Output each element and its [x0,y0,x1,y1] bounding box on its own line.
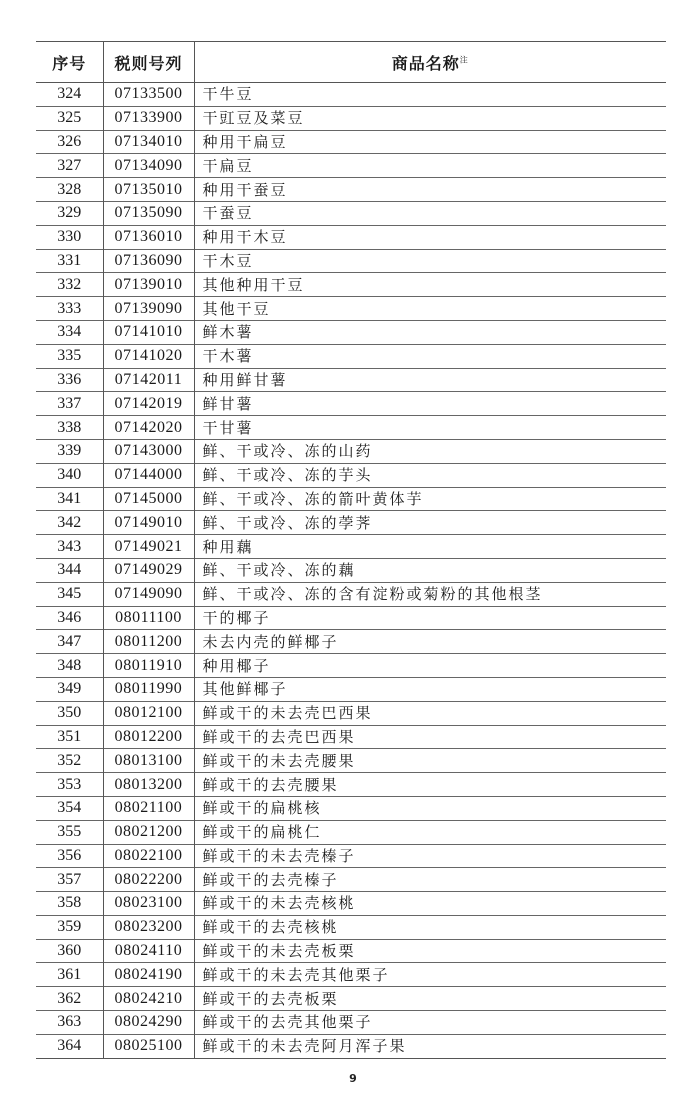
row-code-cell: 07136010 [103,225,194,249]
row-seq-cell: 333 [36,297,103,321]
row-name-cell: 鲜、干或冷、冻的荸荠 [202,513,373,532]
row-code-cell: 07134010 [103,130,194,154]
row-name-cell: 鲜或干的未去壳核桃 [202,894,356,913]
row-name-cell: 未去内壳的鲜椰子 [202,632,339,651]
row-name-cell: 种用干木豆 [202,228,288,247]
row-name-cell: 干豇豆及菜豆 [202,109,305,128]
row-name-cell: 鲜或干的扁桃核 [202,799,322,818]
row-seq-cell: 345 [36,582,103,606]
row-code-cell: 07135090 [103,201,194,225]
row-seq-cell: 361 [36,963,103,987]
table-row [36,368,666,392]
table-row [36,249,666,273]
row-code-cell: 08011200 [103,630,194,654]
table-row [36,844,666,868]
table-row [36,130,666,154]
table-row [36,796,666,820]
row-name-cell: 鲜或干的去壳核桃 [202,918,339,937]
row-name-cell: 干木豆 [202,251,254,270]
row-seq-cell: 356 [36,844,103,868]
row-seq-cell: 360 [36,939,103,963]
column-header-name-text: 商品名称 [391,53,460,73]
row-seq-cell: 343 [36,535,103,559]
row-seq-cell: 362 [36,987,103,1011]
row-name-cell: 干牛豆 [202,85,254,104]
row-code-cell: 07142011 [103,368,194,392]
row-name-cell: 种用椰子 [202,656,271,675]
row-name-cell: 种用藕 [202,537,254,556]
table-row [36,320,666,344]
row-name-cell: 鲜或干的未去壳榛子 [202,846,356,865]
row-code-cell: 08022200 [103,868,194,892]
row-seq-cell: 353 [36,773,103,797]
row-code-cell: 07145000 [103,487,194,511]
column-header-seq: 序号 [36,42,103,83]
row-code-cell: 08025100 [103,1034,194,1058]
row-code-cell: 07149021 [103,535,194,559]
table-row [36,511,666,535]
table-row [36,963,666,987]
row-code-cell: 08024110 [103,939,194,963]
table-row [36,535,666,559]
row-code-cell: 08013200 [103,773,194,797]
row-code-cell: 07142020 [103,416,194,440]
row-name-cell: 其他种用干豆 [202,275,305,294]
row-seq-cell: 359 [36,915,103,939]
row-name-cell: 鲜甘薯 [202,394,254,413]
row-name-cell: 鲜或干的去壳榛子 [202,870,339,889]
row-name-cell: 种用干扁豆 [202,132,288,151]
row-code-cell: 08012200 [103,725,194,749]
row-name-cell: 鲜或干的去壳板栗 [202,989,339,1008]
table-row [36,297,666,321]
row-seq-cell: 326 [36,130,103,154]
row-code-cell: 08024290 [103,1011,194,1035]
table-row [36,677,666,701]
row-code-cell: 07143000 [103,439,194,463]
row-code-cell: 07133900 [103,106,194,130]
table-row [36,558,666,582]
table-row [36,773,666,797]
row-name-cell: 鲜、干或冷、冻的藕 [202,561,356,580]
row-name-cell: 鲜、干或冷、冻的箭叶黄体芋 [202,489,424,508]
row-name-cell: 其他鲜椰子 [202,680,288,699]
row-code-cell: 07141010 [103,320,194,344]
row-seq-cell: 363 [36,1011,103,1035]
table-row [36,416,666,440]
row-code-cell: 07144000 [103,463,194,487]
table-row [36,1011,666,1035]
row-name-cell: 鲜或干的未去壳腰果 [202,751,356,770]
row-name-cell: 其他干豆 [202,299,271,318]
row-seq-cell: 348 [36,654,103,678]
row-seq-cell: 336 [36,368,103,392]
row-code-cell: 07149090 [103,582,194,606]
row-name-cell: 鲜或干的去壳其他栗子 [202,1013,373,1032]
table-row [36,344,666,368]
row-code-cell: 08023100 [103,892,194,916]
row-name-cell: 鲜木薯 [202,323,254,342]
row-seq-cell: 357 [36,868,103,892]
row-seq-cell: 329 [36,201,103,225]
row-code-cell: 08012100 [103,701,194,725]
row-name-cell: 鲜或干的扁桃仁 [202,823,322,842]
table-row [36,892,666,916]
row-seq-cell: 337 [36,392,103,416]
row-name-cell: 干蚕豆 [202,204,254,223]
row-seq-cell: 352 [36,749,103,773]
table-row [36,392,666,416]
table-row [36,487,666,511]
row-seq-cell: 346 [36,606,103,630]
column-header-code: 税则号列 [103,42,194,83]
row-code-cell: 07142019 [103,392,194,416]
row-seq-cell: 335 [36,344,103,368]
table-row [36,201,666,225]
row-name-cell: 鲜、干或冷、冻的山药 [202,442,373,461]
table-row [36,178,666,202]
row-name-cell: 鲜或干的去壳腰果 [202,775,339,794]
table-row [36,106,666,130]
row-name-cell: 鲜或干的未去壳巴西果 [202,704,373,723]
row-code-cell: 08022100 [103,844,194,868]
row-seq-cell: 339 [36,439,103,463]
table-row [36,915,666,939]
row-seq-cell: 325 [36,106,103,130]
row-name-cell: 干的椰子 [202,608,271,627]
table-row [36,463,666,487]
row-seq-cell: 328 [36,178,103,202]
row-code-cell: 07135010 [103,178,194,202]
table-header [36,42,666,83]
row-name-cell: 干甘薯 [202,418,254,437]
row-seq-cell: 327 [36,154,103,178]
tariff-table [36,41,666,1059]
footnote-marker: 注 [459,55,469,65]
row-code-cell: 08024190 [103,963,194,987]
row-code-cell: 07139090 [103,297,194,321]
row-name-cell: 干木薯 [202,347,254,366]
table-body [36,83,666,1059]
row-name-cell: 种用鲜甘薯 [202,370,288,389]
table-row [36,606,666,630]
row-seq-cell: 341 [36,487,103,511]
row-name-cell: 鲜或干的去壳巴西果 [202,727,356,746]
row-seq-cell: 334 [36,320,103,344]
header-row [36,42,666,83]
row-seq-cell: 350 [36,701,103,725]
table-row [36,987,666,1011]
row-name-cell: 鲜、干或冷、冻的芋头 [202,466,373,485]
column-header-name [194,42,666,83]
row-seq-cell: 354 [36,796,103,820]
table-row [36,820,666,844]
table-row [36,582,666,606]
row-seq-cell: 349 [36,677,103,701]
row-seq-cell: 342 [36,511,103,535]
row-seq-cell: 338 [36,416,103,440]
row-code-cell: 07149010 [103,511,194,535]
table-row [36,1034,666,1058]
table-row [36,939,666,963]
row-code-cell: 08011100 [103,606,194,630]
row-name-cell: 鲜或干的未去壳其他栗子 [202,965,390,984]
row-seq-cell: 355 [36,820,103,844]
row-seq-cell: 347 [36,630,103,654]
table-row [36,83,666,107]
row-name-cell: 鲜、干或冷、冻的含有淀粉或菊粉的其他根茎 [202,585,543,604]
row-name-cell: 鲜或干的未去壳板栗 [202,942,356,961]
table-row [36,225,666,249]
row-code-cell: 07136090 [103,249,194,273]
row-seq-cell: 340 [36,463,103,487]
row-code-cell: 08024210 [103,987,194,1011]
row-seq-cell: 358 [36,892,103,916]
row-seq-cell: 351 [36,725,103,749]
row-seq-cell: 332 [36,273,103,297]
table-row [36,154,666,178]
table-row [36,868,666,892]
row-code-cell: 08011990 [103,677,194,701]
row-name-cell: 鲜或干的未去壳阿月浑子果 [202,1037,407,1056]
table-row [36,725,666,749]
row-code-cell: 08021100 [103,796,194,820]
table-row [36,630,666,654]
table-row [36,749,666,773]
row-code-cell: 07139010 [103,273,194,297]
table-row [36,439,666,463]
table-row [36,654,666,678]
row-code-cell: 07134090 [103,154,194,178]
table-row [36,273,666,297]
row-code-cell: 07141020 [103,344,194,368]
row-code-cell: 08021200 [103,820,194,844]
row-seq-cell: 331 [36,249,103,273]
row-code-cell: 07133500 [103,83,194,107]
row-seq-cell: 324 [36,83,103,107]
tariff-table-container [36,41,666,1059]
row-code-cell: 07149029 [103,558,194,582]
row-seq-cell: 330 [36,225,103,249]
row-name-cell: 种用干蚕豆 [202,180,288,199]
page-number: 9 [349,1072,357,1085]
row-code-cell: 08023200 [103,915,194,939]
row-seq-cell: 344 [36,558,103,582]
row-seq-cell: 364 [36,1034,103,1058]
table-row [36,701,666,725]
row-code-cell: 08011910 [103,654,194,678]
row-code-cell: 08013100 [103,749,194,773]
row-name-cell: 干扁豆 [202,156,254,175]
